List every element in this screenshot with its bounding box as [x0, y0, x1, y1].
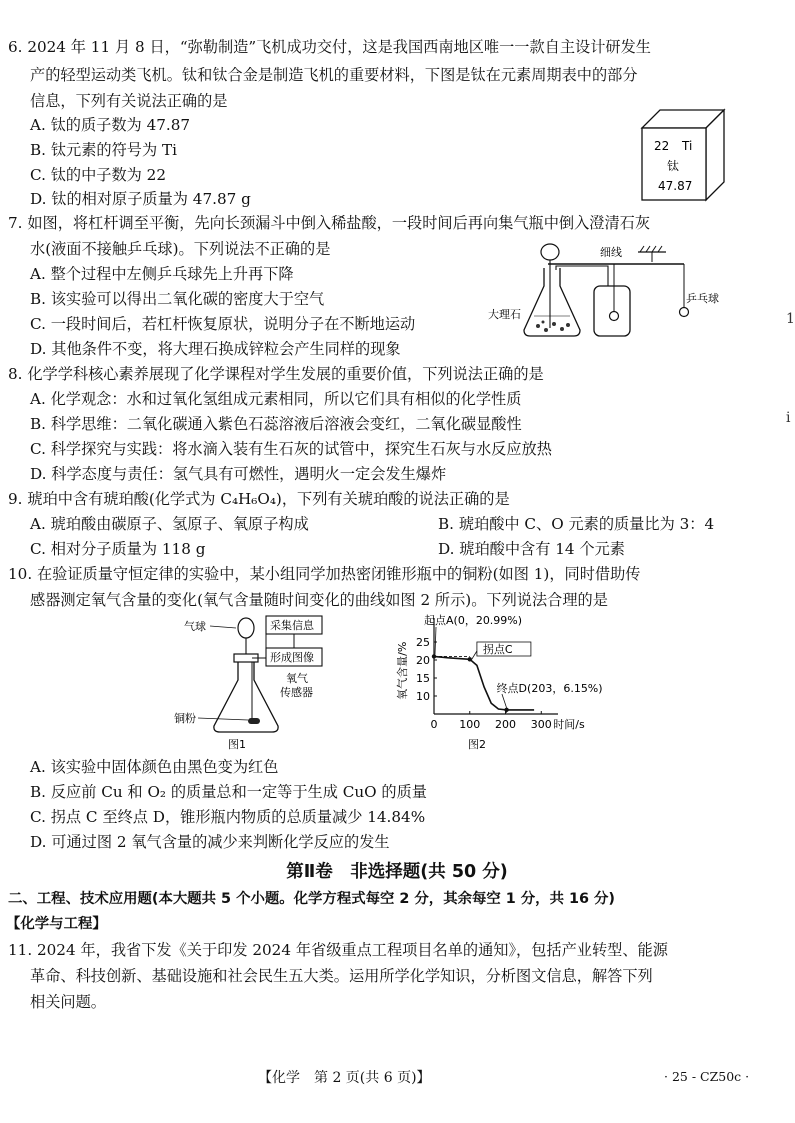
q8-option-b: B. 科学思维：二氧化碳通入紫色石蕊溶液后溶液会变红，二氧化碳显酸性 — [30, 415, 522, 433]
point-d — [504, 708, 508, 712]
section-2-title: 第Ⅱ卷 非选择题(共 50 分) — [286, 862, 508, 882]
element-name: 钛 — [667, 159, 680, 173]
q10-option-c: C. 拐点 C 至终点 D，锥形瓶内物质的总质量减少 14.84% — [30, 808, 426, 826]
figure1-caption: 图1 — [228, 738, 246, 751]
q11-stem-line-1: 11. 2024 年，我省下发《关于印发 2024 年省级重点工程项目名单的通知》，包括产业转型、能源 — [8, 941, 668, 959]
leader-c — [472, 651, 477, 659]
element-atomic-number: 22 — [654, 139, 670, 153]
q9-option-d: D. 琥珀酸中含有 14 个元素 — [438, 540, 625, 558]
y-tick-label: 10 — [416, 690, 430, 703]
q6-stem-line-1: 6. 2024 年 11 月 8 日，“弥勒制造”飞机成功交付，这是我国西南地区唯一一款自主设计研发生 — [8, 38, 651, 56]
q7-option-b: B. 该实验可以得出二氧化碳的密度大于空气 — [30, 290, 325, 308]
leader-a — [435, 627, 436, 654]
q7-stem-line-1: 7. 如图，将杠杆调至平衡，先向长颈漏斗中倒入稀盐酸，一段时间后再向集气瓶中倒入澄清石灰 — [8, 214, 651, 232]
q10-option-a: A. 该实验中固体颜色由黑色变为红色 — [30, 758, 279, 776]
label-form-image: 形成图像 — [270, 651, 314, 664]
margin-mark-2: i — [786, 410, 791, 426]
q7-option-c: C. 一段时间后，若杠杆恢复原状，说明分子在不断地运动 — [30, 315, 416, 333]
figure2-oxygen-chart — [392, 614, 642, 752]
page-footer: 【化学 第 2 页(共 6 页)】 — [258, 1070, 431, 1086]
element-atomic-mass: 47.87 — [658, 179, 693, 193]
label-sensor: 传感器 — [280, 686, 313, 699]
q9-stem: 9. 琥珀中含有琥珀酸(化学式为 C₄H₆O₄)，下列有关琥珀酸的说法正确的是 — [8, 490, 510, 508]
q9-option-b: B. 琥珀酸中 C、O 元素的质量比为 3：4 — [438, 515, 715, 533]
annotation-start-a: 起点A(0，20.99%) — [424, 614, 523, 627]
q8-option-c: C. 科学探究与实践：将水滴入装有生石灰的试管中，探究生石灰与水反应放热 — [30, 440, 552, 458]
x-tick-label: 100 — [459, 718, 481, 731]
q10-option-b: B. 反应前 Cu 和 O₂ 的质量总和一定等于生成 CuO 的质量 — [30, 783, 427, 801]
label-balloon: 气球 — [184, 620, 206, 633]
x-tick-label: 300 — [530, 718, 552, 731]
figure2-caption: 图2 — [468, 738, 486, 751]
leader-d — [502, 694, 507, 708]
q7-stem-line-2: 水(液面不接触乒乓球)。下列说法不正确的是 — [30, 240, 331, 258]
point-c — [468, 657, 472, 661]
q8-option-d: D. 科学态度与责任：氢气具有可燃性，遇明火一定会发生爆炸 — [30, 465, 447, 483]
x-axis-label: 时间/s — [553, 718, 585, 731]
q6-option-b: B. 钛元素的符号为 Ti — [30, 141, 177, 159]
q10-stem-line-1: 10. 在验证质量守恒定律的实验中，某小组同学加热密闭锥形瓶中的铜粉(如图 1)，同时借助传 — [8, 565, 641, 583]
q8-option-a: A. 化学观念：水和过氧化氢组成元素相同，所以它们具有相似的化学性质 — [30, 390, 522, 408]
q10-option-d: D. 可通过图 2 氧气含量的减少来判断化学反应的发生 — [30, 833, 390, 851]
titanium-element-card — [640, 108, 726, 202]
right-ping-pong-ball — [680, 308, 689, 317]
paper-code: · 25 - CZ50c · — [664, 1069, 750, 1084]
q6-option-a: A. 钛的质子数为 47.87 — [30, 116, 191, 134]
q10-stem-line-2: 感器测定氧气含量的变化(氧气含量随时间变化的曲线如图 2 所示)。下列说法合理的是 — [30, 591, 608, 609]
x-tick-label: 0 — [430, 718, 438, 731]
q7-option-d: D. 其他条件不变，将大理石换成锌粒会产生同样的现象 — [30, 340, 401, 358]
q6-option-d: D. 钛的相对原子质量为 47.87 g — [30, 190, 251, 208]
q9-option-a: A. 琥珀酸由碳原子、氢原子、氧原子构成 — [30, 515, 309, 533]
section-2-heading: 二、工程、技术应用题(本大题共 5 个小题。化学方程式每空 2 分，其余每空 1 分，共 16 分) — [8, 891, 615, 907]
y-tick-label: 25 — [416, 636, 430, 649]
q11-stem-line-2: 革命、科技创新、基础设施和社会民生五大类。运用所学化学知识，分析图文信息，解答下列 — [30, 967, 653, 985]
annotation-end-d: 终点D(203，6.15%) — [496, 682, 603, 695]
annotation-turn-c: 拐点C — [482, 643, 513, 656]
q9-option-c: C. 相对分子质量为 118 g — [30, 540, 206, 558]
y-axis-label: 氧气含量/% — [396, 641, 409, 700]
q11-stem-line-3: 相关问题。 — [30, 993, 106, 1011]
label-marble: 大理石 — [488, 308, 521, 321]
y-tick-label: 15 — [416, 672, 430, 685]
label-collect-info: 采集信息 — [270, 619, 314, 632]
label-thread: 细线 — [600, 246, 622, 259]
y-tick-label: 20 — [416, 654, 430, 667]
point-a — [432, 654, 436, 658]
left-ping-pong-ball — [610, 312, 619, 321]
section-2-subheading: 【化学与工程】 — [6, 916, 107, 932]
lever-apparatus-figure — [488, 238, 720, 348]
q6-option-c: C. 钛的中子数为 22 — [30, 166, 167, 184]
label-copper-powder: 铜粉 — [174, 712, 196, 725]
q7-option-a: A. 整个过程中左侧乒乓球先上升再下降 — [30, 265, 294, 283]
q6-stem-line-3: 信息，下列有关说法正确的是 — [30, 92, 228, 110]
element-symbol: Ti — [682, 139, 693, 153]
figure1-copper-apparatus — [168, 614, 338, 752]
margin-mark-1: 1 — [786, 311, 795, 327]
label-ping-pong: 乒乓球 — [686, 292, 719, 305]
label-oxygen: 氧气 — [286, 672, 308, 685]
q8-stem: 8. 化学学科核心素养展现了化学课程对学生发展的重要价值，下列说法正确的是 — [8, 365, 544, 383]
q6-stem-line-2: 产的轻型运动类飞机。钛和钛合金是制造飞机的重要材料，下图是钛在元素周期表中的部分 — [30, 66, 638, 84]
x-tick-label: 200 — [495, 718, 517, 731]
